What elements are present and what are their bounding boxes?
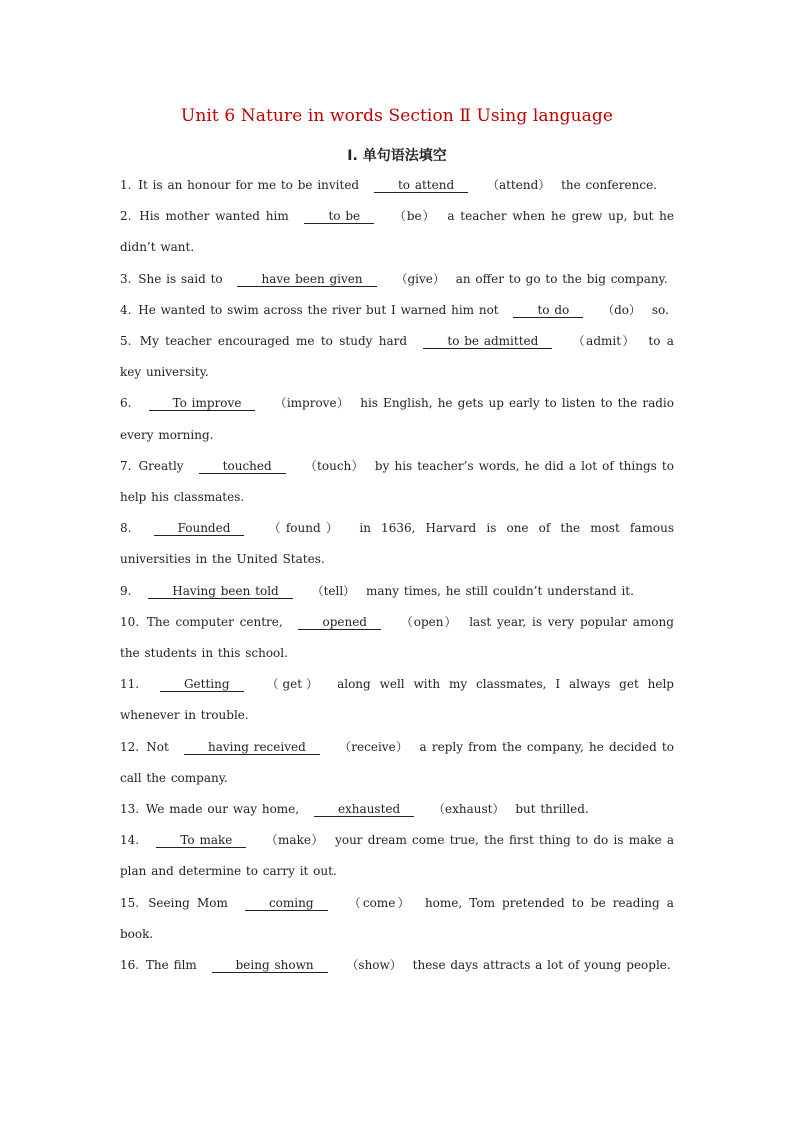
- verb-hint: （admit）: [572, 334, 637, 349]
- question-text-after: by his teacher’s words, he did a lot of things to help his classmates.: [120, 458, 674, 505]
- question-text-before: It is an honour for me to be invited: [138, 178, 360, 192]
- question-item: [120, 732, 674, 794]
- question-number: 5.: [120, 334, 132, 349]
- question-item: [120, 451, 674, 513]
- question-text-before: Not: [146, 739, 169, 754]
- verb-hint: （found）: [268, 521, 344, 536]
- answer-blank: to be admitted: [423, 334, 552, 349]
- verb-hint: （do）: [602, 302, 641, 317]
- answer-blank: To make: [156, 833, 246, 848]
- question-number: 14.: [120, 833, 140, 848]
- verb-hint: （improve）: [274, 396, 350, 411]
- answer-blank: to do: [513, 303, 583, 318]
- question-number: 7.: [120, 458, 132, 473]
- question-text-after: an offer to go to the big company.: [455, 271, 668, 286]
- question-text-before: The film: [145, 958, 197, 973]
- answer-blank: exhausted: [314, 802, 414, 817]
- question-number: 11.: [120, 677, 140, 692]
- question-item: [120, 669, 674, 731]
- answer-blank: Having been told: [148, 584, 292, 599]
- question-list: [120, 170, 674, 981]
- question-item: [120, 794, 674, 825]
- question-item: [120, 888, 674, 950]
- question-item: [120, 170, 674, 201]
- verb-hint: （be）: [393, 209, 436, 224]
- question-text-before: Greatly: [138, 458, 184, 473]
- question-item: [120, 295, 674, 326]
- question-item: [120, 264, 674, 295]
- question-text-after: a teacher when he grew up, but he didn’t want.: [120, 209, 674, 255]
- question-text-after: your dream come true, the first thing to do is make a plan and determine to carry it out.: [120, 833, 674, 879]
- question-number: 1.: [120, 178, 132, 192]
- question-text-after: many times, he still couldn’t understand it.: [366, 583, 634, 598]
- verb-hint: （make）: [265, 833, 324, 848]
- question-text-before: She is said to: [138, 271, 223, 286]
- question-item: [120, 825, 674, 887]
- verb-hint: （touch）: [304, 458, 364, 473]
- section-heading: Ⅰ. 单句语法填空: [347, 148, 447, 164]
- question-item: [120, 950, 674, 981]
- question-item: [120, 607, 674, 669]
- answer-blank: touched: [199, 459, 286, 474]
- question-number: 10.: [120, 614, 140, 629]
- verb-hint: （show）: [346, 958, 402, 973]
- question-text-after: a reply from the company, he decided to call the company.: [120, 739, 674, 785]
- question-text-after: the conference.: [561, 178, 657, 192]
- question-text-after: but thrilled.: [515, 802, 589, 817]
- document-title: Unit 6 Nature in words Section Ⅱ Using language: [180, 106, 614, 126]
- question-item: [120, 576, 674, 607]
- answer-blank: Getting: [160, 677, 244, 692]
- verb-hint: （open）: [400, 614, 458, 629]
- verb-hint: （attend）: [486, 178, 551, 192]
- question-item: [120, 201, 674, 263]
- question-text-before: The computer centre,: [146, 614, 283, 629]
- question-item: [120, 326, 674, 388]
- question-text-after: these days attracts a lot of young people.: [412, 958, 671, 973]
- question-text-before: My teacher encouraged me to study hard: [139, 334, 408, 349]
- question-number: 15.: [120, 895, 140, 910]
- question-number: 13.: [120, 802, 140, 817]
- question-number: 12.: [120, 739, 140, 754]
- answer-blank: to be: [304, 209, 374, 224]
- question-text-after: last year, is very popular among the students in this school.: [120, 614, 674, 661]
- question-number: 3.: [120, 271, 132, 286]
- question-number: 6.: [120, 396, 132, 411]
- question-text-before: He wanted to swim across the river but I warned him not: [138, 302, 499, 317]
- verb-hint: （give）: [395, 271, 445, 286]
- answer-blank: have been given: [237, 272, 376, 287]
- answer-blank: having received: [184, 740, 320, 755]
- question-text-before: Seeing Mom: [148, 895, 228, 910]
- verb-hint: （exhaust）: [433, 802, 505, 817]
- question-text-after: along well with my classmates, I always get help whenever in trouble.: [120, 677, 674, 723]
- question-text-after: to a key university.: [120, 334, 674, 380]
- answer-blank: to attend: [374, 178, 468, 193]
- question-number: 8.: [120, 521, 132, 536]
- question-text-after: in 1636, Harvard is one of the most famous universities in the United States.: [120, 521, 674, 567]
- answer-blank: Founded: [154, 521, 245, 536]
- question-number: 16.: [120, 958, 140, 973]
- verb-hint: （get）: [266, 677, 323, 692]
- question-text-after: home, Tom pretended to be reading a book.: [120, 895, 674, 941]
- answer-blank: being shown: [212, 958, 328, 973]
- answer-blank: opened: [298, 615, 381, 630]
- question-number: 9.: [120, 583, 132, 598]
- question-text-after: so.: [651, 302, 669, 317]
- question-item: [120, 513, 674, 575]
- answer-blank: coming: [245, 896, 328, 911]
- verb-hint: （tell）: [311, 583, 356, 598]
- question-text-after: his English, he gets up early to listen to the radio every morning.: [120, 396, 674, 442]
- answer-blank: To improve: [149, 396, 256, 411]
- question-text-before: We made our way home,: [145, 802, 300, 817]
- verb-hint: （come）: [348, 895, 412, 910]
- question-item: [120, 388, 674, 450]
- question-number: 2.: [120, 209, 132, 224]
- question-number: 4.: [120, 302, 132, 317]
- verb-hint: （receive）: [338, 739, 409, 754]
- question-text-before: His mother wanted him: [139, 209, 289, 224]
